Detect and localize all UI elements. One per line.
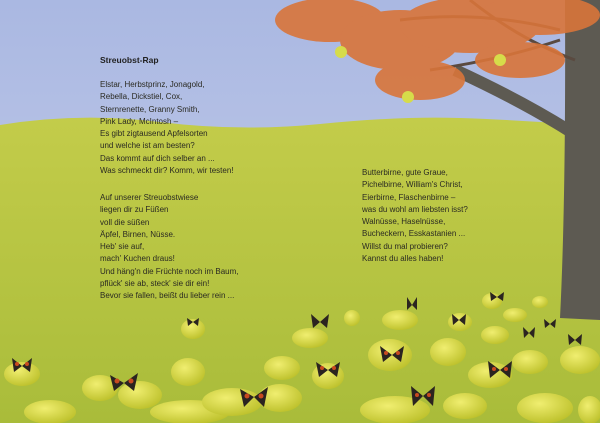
poem-line: Auf unserer Streuobstwiese xyxy=(100,193,199,202)
poem-line: Das kommt auf dich selber an ... xyxy=(100,153,215,163)
poem-line: Eierbirne, Flaschenbirne – xyxy=(362,192,456,202)
poem-line: Rebella, Dickstiel, Cox, xyxy=(100,92,183,102)
poem-line: Elstar, Herbstprinz, Jonagold, xyxy=(100,80,205,89)
poem-line: was du wohl am liebsten isst? xyxy=(362,204,468,214)
poem-line: Es gibt zigtausend Apfelsorten xyxy=(100,129,208,139)
poem-line: liegen dir zu Füßen xyxy=(100,205,169,215)
poem-line: pflück' sie ab, steck' sie dir ein! xyxy=(100,279,210,289)
poem-line: mach' Kuchen draus! xyxy=(100,254,175,264)
poem-line: Was schmeckt dir? Komm, wir testen! xyxy=(100,166,234,176)
poem-line: Sternrenette, Granny Smith, xyxy=(100,104,200,114)
poem-line: Äpfel, Birnen, Nüsse. xyxy=(100,229,176,239)
poem-line: Heb' sie auf, xyxy=(100,242,145,252)
poem-line: voll die süßen xyxy=(100,217,150,227)
poem-stanza-2 xyxy=(100,192,239,303)
poem-line: Bevor sie fallen, beißt du lieber rein ... xyxy=(100,291,235,301)
poem-line: Butterbirne, gute Graue, xyxy=(362,168,448,177)
poem-line: Pink Lady, McIntosh – xyxy=(100,116,179,126)
poem-line: Pichelbirne, William's Christ, xyxy=(362,180,463,190)
poem-stanza-1 xyxy=(100,79,234,177)
poem-line: Kannst du alles haben! xyxy=(362,254,444,264)
poem-stanza-3 xyxy=(362,167,468,265)
poem-line: Und häng'n die Früchte noch im Baum, xyxy=(100,266,239,276)
poem-line: und welche ist am besten? xyxy=(100,141,195,151)
poem-line: Walnüsse, Haselnüsse, xyxy=(362,217,446,227)
poem-line: Bucheckern, Esskastanien ... xyxy=(362,229,466,239)
poem-title: Streuobst-Rap xyxy=(100,55,159,65)
poem-line: Willst du mal probieren? xyxy=(362,241,448,251)
